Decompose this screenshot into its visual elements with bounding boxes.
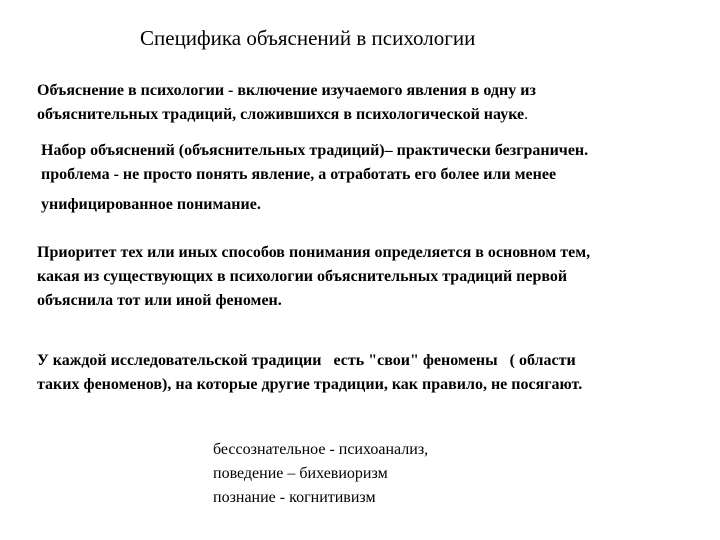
- paragraph-line: унифицированное понимание.: [41, 196, 261, 213]
- paragraph-explanation-definition: [37, 79, 536, 127]
- list-item: поведение – бихевиоризм: [213, 465, 388, 482]
- paragraph-priority: [37, 241, 590, 313]
- paragraph-line-period: .: [524, 106, 529, 123]
- paragraph-explanation-set: [41, 139, 588, 217]
- paragraph-line-text: объяснительных традиций, сложившихся в психологической науке: [37, 106, 525, 123]
- paragraph-line: какая из существующих в психологии объяснительных традиций первой: [37, 268, 568, 285]
- paragraph-line: Набор объяснений (объяснительных традиций)– практически безграничен.: [41, 142, 589, 159]
- paragraph-own-phenomena: [37, 349, 582, 397]
- paragraph-line: [37, 103, 536, 127]
- paragraph-line: Объяснение в психологии - включение изучаемого явления в одну из: [37, 82, 536, 99]
- paragraph-line: таких феноменов), на которые другие традиции, как правило, не посягают.: [37, 376, 583, 393]
- paragraph-line: объяснила тот или иной феномен.: [37, 292, 282, 309]
- paragraph-line: У каждой исследовательской традиции есть "свои" феномены ( области: [37, 352, 576, 369]
- slide-title: Специфика объяснений в психологии: [140, 26, 476, 50]
- paragraph-line: Приоритет тех или иных способов понимания определяется в основном тем,: [37, 244, 591, 261]
- tradition-list: [213, 438, 428, 510]
- list-item: бессознательное - психоанализ,: [213, 441, 429, 458]
- list-item: познание - когнитивизм: [213, 489, 376, 506]
- paragraph-line: проблема - не просто понять явление, а отработать его более или менее: [41, 166, 557, 183]
